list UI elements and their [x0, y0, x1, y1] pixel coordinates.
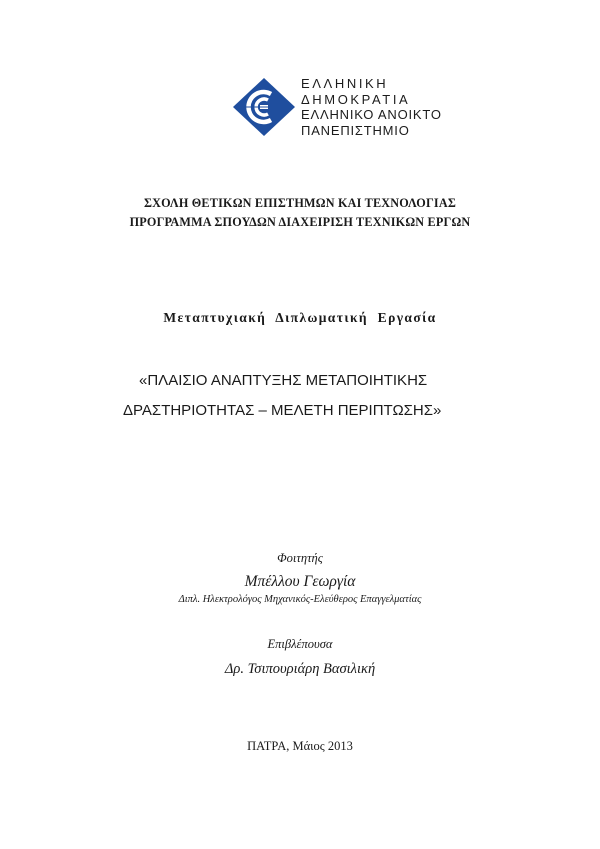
student-name: Μπέλλου Γεωργία [244, 573, 356, 590]
thesis-title-line-1: «ΠΛΑΙΣΙΟ ΑΝΑΠΤΥΞΗΣ ΜΕΤΑΠΟΙΗΤΙΚΗΣ [139, 372, 428, 389]
program-heading: ΠΡΟΓΡΑΜΜΑ ΣΠΟΥΔΩΝ ΔΙΑΧΕΙΡΙΣΗ ΤΕΧΝΙΚΩΝ ΕΡΓΩΝ [129, 215, 471, 229]
logo-line-1: ΕΛΛΗΝΙΚΗ [301, 76, 389, 91]
supervisor-label: Επιβλέπουσα [267, 637, 333, 651]
thesis-title-line-2: ΔΡΑΣΤΗΡΙΟΤΗΤΑΣ – ΜΕΛΕΤΗ ΠΕΡΙΠΤΩΣΗΣ» [123, 402, 442, 419]
university-logo [231, 76, 442, 156]
student-label: Φοιτητής [277, 551, 323, 565]
school-heading: ΣΧΟΛΗ ΘΕΤΙΚΩΝ ΕΠΙΣΤΗΜΩΝ ΚΑΙ ΤΕΧΝΟΛΟΓΙΑΣ [143, 196, 457, 210]
supervisor-name: Δρ. Τσιπουριάρη Βασιλική [224, 661, 376, 677]
logo-line-2: ΔΗΜΟΚΡΑΤΙΑ [301, 91, 411, 107]
place-date: ΠΑΤΡΑ, Μάιος 2013 [247, 739, 353, 753]
student-description: Διπλ. Ηλεκτρολόγος Μηχανικός-Ελεύθερος Επαγγελματίας [178, 594, 422, 605]
eap-emblem-icon [231, 76, 297, 138]
logo-line-3: ΕΛΛΗΝΙΚΟ ΑΝΟΙΚΤΟ [301, 107, 442, 122]
logo-text [301, 76, 442, 138]
thesis-type: Μεταπτυχιακή Διπλωματική Εργασία [163, 310, 437, 325]
logo-line-4: ΠΑΝΕΠΙΣΤΗΜΙΟ [301, 122, 410, 138]
